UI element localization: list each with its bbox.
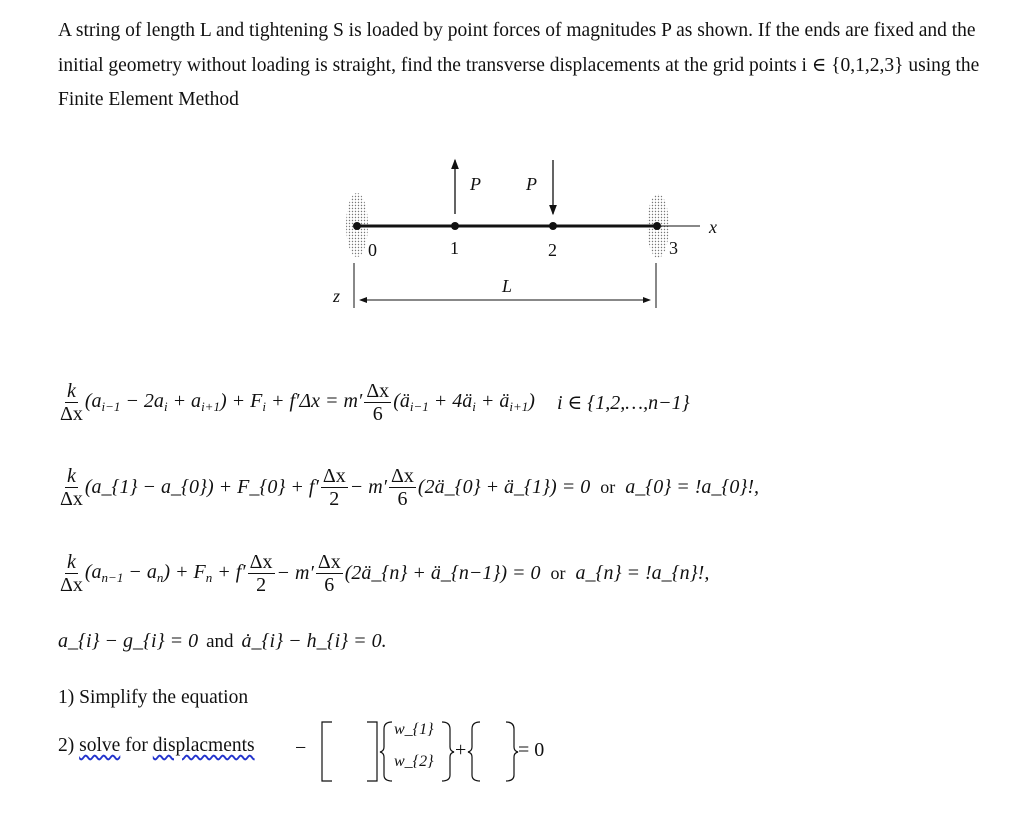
equation-term: − m′ <box>349 476 388 498</box>
numerator: k <box>66 380 76 402</box>
numerator: Δx <box>249 551 273 573</box>
spellcheck-word: solve <box>79 735 121 756</box>
problem-statement: A string of length L and tightening S is loaded by point forces of magnitudes P as shown. If the ends are fixed and the initial geometry without loading is straight, find the transverse displacements at the grid points i ∈ {0,1,2,3} using the Finite Element Method <box>58 20 980 110</box>
minus-sign: − <box>295 737 307 759</box>
z-axis-label: z <box>333 286 341 306</box>
force-label-2: P <box>526 174 537 194</box>
task-word: for <box>125 735 148 756</box>
plus-sign: + <box>455 739 467 761</box>
denominator: 2 <box>256 574 267 596</box>
or-text: or <box>600 477 616 497</box>
numerator: k <box>66 465 76 487</box>
boundary-condition: a_{n} = !a_{n}!, <box>575 562 710 584</box>
numerator: Δx <box>322 465 346 487</box>
task-number: 2) <box>58 735 75 756</box>
denominator: 6 <box>324 574 335 596</box>
force-label-1: P <box>470 174 481 194</box>
equation-constraints <box>58 630 387 653</box>
x-axis-label: x <box>709 217 717 237</box>
right-brace-1 <box>442 722 454 781</box>
equation-term: − m′ <box>276 562 314 584</box>
node-label-3: 3 <box>669 238 678 258</box>
node-label-0: 0 <box>368 240 377 260</box>
equation-left-boundary <box>58 465 759 510</box>
denominator: 6 <box>372 403 383 425</box>
fraction-dx-6 <box>364 380 391 425</box>
equation-term: $(a_{n-1} - a_n) + F_n + f'$ <box>84 561 246 585</box>
fraction-k-dx <box>60 465 83 510</box>
denominator: 2 <box>329 488 340 510</box>
w2: w_{2} <box>394 753 434 770</box>
numerator: Δx <box>391 465 414 487</box>
node-label-2: 2 <box>548 240 557 260</box>
equals-zero: = 0 <box>518 739 545 761</box>
length-label: L <box>502 276 513 296</box>
left-brace-1 <box>380 722 392 781</box>
fraction-k-dx <box>60 551 83 596</box>
numerator: Δx <box>317 551 341 573</box>
boundary-condition: a_{0} = !a_{0}!, <box>625 476 760 498</box>
index-range: i ∈ {1,2,…,n−1} <box>556 392 690 414</box>
fraction-dx-2 <box>321 465 348 510</box>
node-3 <box>653 222 661 230</box>
denominator: Δx <box>60 574 83 596</box>
string-diagram <box>0 0 1024 330</box>
denominator: Δx <box>60 488 83 510</box>
numerator: Δx <box>366 380 390 402</box>
node-0 <box>353 222 361 230</box>
equation-interior <box>58 380 690 425</box>
equation-term: ($ä_{i-1}$ + $4ä_i$ + $ä_{i+1}$) <box>393 390 535 414</box>
and-text: and <box>206 630 234 652</box>
spellcheck-word: displacments <box>152 735 255 756</box>
right-brace-2 <box>506 722 518 781</box>
denominator: 6 <box>397 488 408 510</box>
fraction-dx-6 <box>389 465 416 510</box>
task-simplify: 1) Simplify the equation <box>58 687 249 708</box>
or-text: or <box>550 563 566 583</box>
equation-term: (2ä_{n} + ä_{n−1}) = 0 <box>344 562 541 584</box>
constraint-position: a_{i} − g_{i} = 0 <box>58 630 199 652</box>
constraint-velocity: ȧ_{i} − h_{i} = 0. <box>241 630 387 652</box>
numerator: k <box>66 551 76 573</box>
equation-term: $(a_{i-1} - 2a_i + a_{i+1}) + F_i + f'\Delta x = m'$ <box>84 390 363 414</box>
w1: w_{1} <box>394 721 434 738</box>
fraction-dx-6 <box>316 551 343 596</box>
equation-right-boundary <box>58 551 709 596</box>
fraction-dx-2 <box>248 551 275 596</box>
fraction-k-dx <box>60 380 83 425</box>
node-label-1: 1 <box>450 238 459 258</box>
equation-term: (a_{1} − a_{0}) + F_{0} + f′ <box>84 476 319 498</box>
denominator: Δx <box>60 403 83 425</box>
left-bracket <box>322 722 332 781</box>
equation-term: (2ä_{0} + ä_{1}) = 0 <box>417 476 591 498</box>
task-solve <box>58 735 255 757</box>
right-bracket <box>367 722 377 781</box>
node-2 <box>549 222 557 230</box>
node-1 <box>451 222 459 230</box>
left-brace-2 <box>468 722 480 781</box>
